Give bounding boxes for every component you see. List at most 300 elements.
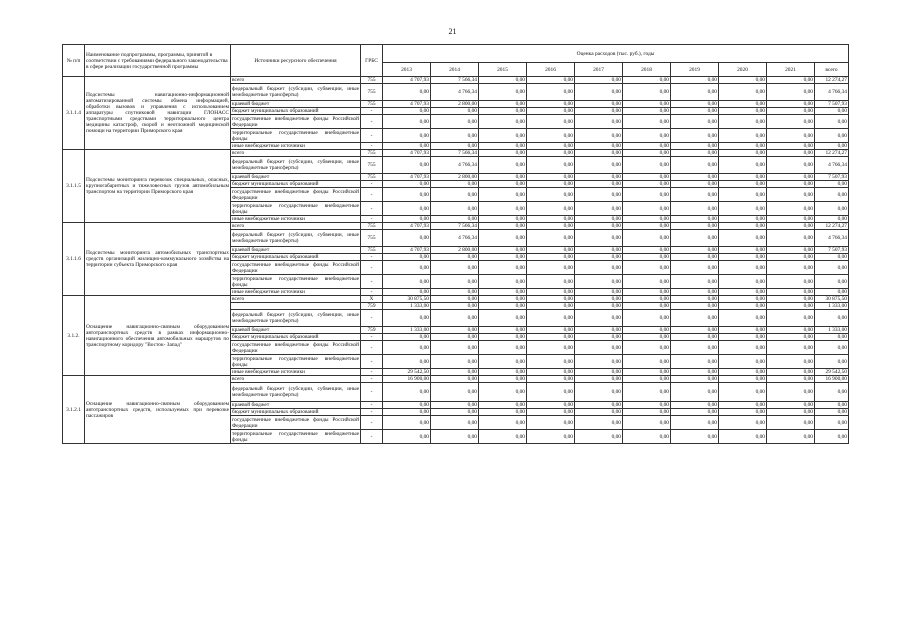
expense-value: 0,00 [815,181,849,188]
expense-value: 29 542,50 [383,369,431,376]
expense-value: 0,00 [527,77,575,84]
expense-value: 0,00 [431,383,479,402]
expense-value: 0,00 [575,254,623,261]
grbs-code: 755 [361,230,383,247]
expense-value: 0,00 [479,289,527,296]
expense-value: 0,00 [527,115,575,129]
expense-value: 0,00 [719,108,767,115]
expense-value: 0,00 [623,247,671,254]
expense-value: 0,00 [623,115,671,129]
expense-value: 0,00 [719,402,767,409]
expense-value: 16 900,00 [383,376,431,383]
expense-value: 0,00 [767,310,815,327]
funding-source: федеральный бюджет (субсидии, субвенции, иные межбюджетные трансферты) [231,383,361,402]
expense-value: 0,00 [623,275,671,289]
expense-value: 0,00 [671,223,719,230]
expense-value: 0,00 [575,216,623,223]
expense-value: 0,00 [575,341,623,355]
expense-value: 0,00 [431,376,479,383]
expense-value: 0,00 [527,355,575,369]
funding-source: федеральный бюджет (субсидии, субвенции, иные межбюджетные трансферты) [231,310,361,327]
expense-value: 0,00 [383,157,431,174]
expense-value: 4 766,34 [815,230,849,247]
grbs-code: - [361,341,383,355]
funding-source: государственные внебюджетные фонды Российской Федерации [232,416,359,429]
expense-value: 0,00 [575,355,623,369]
expense-value: 0,00 [479,261,527,275]
item-number: 3.1.2.1 [63,376,85,444]
expense-value: 0,00 [479,150,527,157]
expense-value: 0,00 [815,275,849,289]
grbs-code: - [361,181,383,188]
expense-value: 0,00 [623,409,671,416]
expense-value: 0,00 [527,376,575,383]
expense-value: 0,00 [623,355,671,369]
expense-value: 0,00 [479,101,527,108]
funding-source: иные внебюджетные источники [231,143,361,150]
expense-value: 0,00 [671,254,719,261]
expense-value: 0,00 [575,223,623,230]
table-row [63,223,849,230]
grbs-code: 755 [361,157,383,174]
expense-value: 0,00 [719,430,767,444]
expense-value: 0,00 [671,150,719,157]
expense-value: 0,00 [767,355,815,369]
expense-value: 0,00 [671,129,719,143]
expense-value: 0,00 [575,327,623,334]
expense-value: 0,00 [815,188,849,202]
expense-value: 2 800,00 [431,247,479,254]
expense-value: 0,00 [623,84,671,101]
expense-value: 0,00 [575,296,623,303]
expense-value: 0,00 [767,261,815,275]
expense-value: 0,00 [623,310,671,327]
funding-source: краевой бюджет [231,174,361,181]
grbs-code: - [361,129,383,143]
grbs-code: - [361,402,383,409]
expense-value: 0,00 [431,327,479,334]
expense-value: 0,00 [719,181,767,188]
grbs-code: 755 [361,150,383,157]
expense-value: 0,00 [719,216,767,223]
expense-value: 0,00 [527,230,575,247]
grbs-code: 755 [361,101,383,108]
expense-value: 0,00 [719,355,767,369]
expense-value: 0,00 [719,230,767,247]
expense-value: 0,00 [479,376,527,383]
expense-value: 0,00 [527,334,575,341]
expense-value: 0,00 [479,303,527,310]
expense-value: 0,00 [719,143,767,150]
expense-value: 0,00 [767,254,815,261]
expense-value: 0,00 [479,84,527,101]
funding-source: бюджет муниципальных образований [231,108,361,115]
grbs-code: - [361,202,383,216]
expense-value: 0,00 [527,416,575,430]
expense-value: 0,00 [527,157,575,174]
funding-source: всего [231,150,361,157]
expense-value: 0,00 [479,216,527,223]
expense-value: 0,00 [671,108,719,115]
funding-source: федеральный бюджет (субсидии, субвенции, иные межбюджетные трансферты) [231,157,361,174]
expense-value: 0,00 [527,402,575,409]
expense-value: 0,00 [623,101,671,108]
expense-value: 0,00 [815,129,849,143]
grbs-code: - [361,369,383,376]
expense-value: 0,00 [383,202,431,216]
expense-value: 0,00 [383,289,431,296]
expense-value: 0,00 [431,430,479,444]
expense-value: 0,00 [671,77,719,84]
expense-value: 0,00 [767,369,815,376]
header-year: 2018 [623,63,671,77]
expense-value: 0,00 [623,334,671,341]
expense-value: 0,00 [479,129,527,143]
expense-value: 0,00 [719,296,767,303]
expense-value: 0,00 [431,334,479,341]
grbs-code: - [361,289,383,296]
expense-value: 0,00 [383,261,431,275]
expense-value: 29 542,50 [815,369,849,376]
expense-value: 0,00 [575,416,623,430]
table-row [63,150,849,157]
expense-value: 0,00 [719,376,767,383]
expense-value: 0,00 [575,77,623,84]
expense-value: 0,00 [575,402,623,409]
expense-value: 0,00 [431,188,479,202]
expense-value: 0,00 [479,296,527,303]
expense-value: 0,00 [719,157,767,174]
funding-source: государственные внебюджетные фонды Российской Федерации [232,188,359,201]
expense-value: 0,00 [383,275,431,289]
expense-value: 0,00 [815,416,849,430]
expense-value: 0,00 [767,157,815,174]
expense-value: 0,00 [431,369,479,376]
expense-value: 0,00 [767,84,815,101]
expense-value: 0,00 [383,383,431,402]
expense-value: 0,00 [431,289,479,296]
expense-value: 0,00 [479,254,527,261]
expense-value: 4 766,34 [431,84,479,101]
grbs-code: 759 [361,303,383,310]
funding-source: бюджет муниципальных образований [231,181,361,188]
expense-value: 0,00 [815,409,849,416]
expense-value: 0,00 [575,275,623,289]
expense-value: 0,00 [623,77,671,84]
expense-value: 0,00 [767,416,815,430]
expense-value: 0,00 [383,143,431,150]
expense-value: 0,00 [815,402,849,409]
expense-value: 0,00 [623,296,671,303]
expense-value: 0,00 [527,254,575,261]
expense-value: 0,00 [767,303,815,310]
expense-value: 0,00 [671,181,719,188]
expense-value: 0,00 [815,289,849,296]
funding-source: государственные внебюджетные фонды Российской Федерации [232,341,359,354]
expense-value: 1 333,00 [815,327,849,334]
expense-value: 0,00 [623,261,671,275]
expense-value: 0,00 [623,327,671,334]
funding-source: бюджет муниципальных образований [231,254,361,261]
expense-value: 0,00 [479,416,527,430]
expense-value: 0,00 [767,275,815,289]
expense-value: 0,00 [527,188,575,202]
funding-source: всего [231,77,361,84]
header-col-source: Источники ресурсного обеспечения [231,45,361,77]
expense-value: 0,00 [575,430,623,444]
expense-value: 7 507,93 [815,101,849,108]
expense-value: 0,00 [527,223,575,230]
table-row [63,77,849,84]
expense-value: 0,00 [671,303,719,310]
expense-value: 0,00 [623,376,671,383]
header-year: 2014 [431,63,479,77]
expense-value: 2 800,00 [431,174,479,181]
expense-value: 0,00 [719,254,767,261]
expense-value: 0,00 [623,181,671,188]
expense-value: 0,00 [431,409,479,416]
item-name: Оснащение навигационно-связным оборудованием автотранспортных средств в рамках информационно-навигационного обеспечения автомобильных маршрутов по транспортному коридору "Восток- Запад" [85,296,231,376]
expense-value: 0,00 [575,181,623,188]
expense-value: 0,00 [479,174,527,181]
expense-value: 0,00 [671,296,719,303]
funding-source: территориальные государственные внебюджетные фонды [232,355,359,368]
expense-value: 0,00 [671,275,719,289]
expense-value: 0,00 [671,289,719,296]
expense-value: 0,00 [719,150,767,157]
expense-value: 0,00 [575,143,623,150]
expense-value: 0,00 [815,355,849,369]
funding-source: территориальные государственные внебюджетные фонды [232,430,359,443]
expense-value: 0,00 [479,275,527,289]
expense-value: 0,00 [575,383,623,402]
item-number: 3.1.2. [63,296,85,376]
expense-value: 0,00 [479,202,527,216]
expense-value: 0,00 [383,188,431,202]
expense-value: 0,00 [671,402,719,409]
expense-value: 0,00 [719,77,767,84]
expense-value: 0,00 [575,129,623,143]
expense-value: 4 766,34 [431,157,479,174]
expense-value: 0,00 [431,115,479,129]
header-year: 2016 [527,63,575,77]
expense-value: 0,00 [767,202,815,216]
expense-value: 0,00 [623,143,671,150]
expense-value: 4 707,93 [383,77,431,84]
expense-value: 0,00 [767,334,815,341]
expense-value: 0,00 [815,261,849,275]
table-row [63,376,849,383]
expense-value: 0,00 [527,383,575,402]
expense-value: 0,00 [671,115,719,129]
item-number: 3.1.1.4 [63,77,85,150]
expense-value: 0,00 [815,108,849,115]
expense-value: 0,00 [479,188,527,202]
expense-value: 0,00 [431,310,479,327]
expense-value: 0,00 [623,341,671,355]
expense-value: 0,00 [575,150,623,157]
expense-value: 0,00 [575,369,623,376]
expense-value: 0,00 [575,409,623,416]
expense-value: 0,00 [767,216,815,223]
funding-source: бюджет муниципальных образований [231,334,361,341]
funding-source: иные внебюджетные источники [231,289,361,296]
expense-value: 0,00 [719,115,767,129]
expense-value: 0,00 [575,303,623,310]
expense-value: 0,00 [767,247,815,254]
expense-value: 0,00 [623,223,671,230]
expense-value: 12 274,27 [815,77,849,84]
expense-value: 0,00 [671,247,719,254]
expense-value: 0,00 [431,129,479,143]
expense-value: 0,00 [431,216,479,223]
grbs-code: - [361,115,383,129]
grbs-code: - [361,216,383,223]
funding-source: краевой бюджет [231,247,361,254]
expense-value: 0,00 [479,108,527,115]
expense-value: 0,00 [623,174,671,181]
expense-value: 0,00 [719,303,767,310]
expense-value: 0,00 [479,181,527,188]
header-col-grbs: ГРБС [361,45,383,77]
expense-value: 0,00 [575,188,623,202]
funding-source: федеральный бюджет (субсидии, субвенции, иные межбюджетные трансферты) [231,230,361,247]
grbs-code: - [361,275,383,289]
funding-source: иные внебюджетные источники [231,216,361,223]
funding-source: иные внебюджетные источники [231,369,361,376]
expense-value: 0,00 [815,341,849,355]
expense-value: 0,00 [383,84,431,101]
expense-value: 0,00 [575,157,623,174]
expense-value: 0,00 [719,247,767,254]
funding-source: федеральный бюджет (субсидии, субвенции, иные межбюджетные трансферты) [231,84,361,101]
expense-value: 0,00 [479,230,527,247]
expense-value: 0,00 [527,247,575,254]
expense-value: 0,00 [719,310,767,327]
expense-value: 0,00 [719,369,767,376]
expense-value: 0,00 [431,275,479,289]
expense-value: 0,00 [767,289,815,296]
expense-value: 0,00 [575,376,623,383]
expenditure-table [62,44,849,444]
expense-value: 0,00 [767,129,815,143]
expense-value: 0,00 [575,84,623,101]
grbs-code: - [361,108,383,115]
expense-value: 0,00 [527,261,575,275]
expense-value: 0,00 [431,355,479,369]
expense-value: 0,00 [383,310,431,327]
funding-source: государственные внебюджетные фонды Российской Федерации [232,261,359,274]
expense-value: 0,00 [527,409,575,416]
expense-value: 0,00 [623,157,671,174]
header-year: 2013 [383,63,431,77]
expense-value: 0,00 [431,143,479,150]
expense-value: 0,00 [623,129,671,143]
expense-value: 0,00 [431,261,479,275]
expense-value: 0,00 [815,383,849,402]
expense-value: 0,00 [383,334,431,341]
expense-value: 0,00 [671,202,719,216]
expense-value: 0,00 [479,247,527,254]
grbs-code: - [361,376,383,383]
expense-value: 0,00 [767,327,815,334]
expense-value: 0,00 [767,409,815,416]
grbs-code: - [361,430,383,444]
expense-value: 0,00 [479,223,527,230]
expense-value: 0,00 [575,310,623,327]
funding-source: всего [231,223,361,230]
expense-value: 0,00 [575,261,623,275]
expense-value: 0,00 [527,181,575,188]
expense-value: 0,00 [719,129,767,143]
funding-source: государственные внебюджетные фонды Российской Федерации [232,115,359,128]
expense-value: 0,00 [479,115,527,129]
expense-value: 0,00 [623,303,671,310]
expense-value: 0,00 [623,254,671,261]
expense-value: 0,00 [671,188,719,202]
expense-value: 0,00 [527,84,575,101]
expense-value: 0,00 [527,150,575,157]
expense-value: 1 333,00 [815,303,849,310]
expense-value: 12 274,27 [815,150,849,157]
expense-value: 0,00 [479,409,527,416]
expense-value: 0,00 [479,369,527,376]
item-name: Подсистемы мониторинга автомобильных транспортных средств организаций жилищно-коммунального хозяйства на территории субъекта Приморского края [85,223,231,296]
expense-value: 0,00 [671,101,719,108]
expense-value: 0,00 [767,376,815,383]
expense-value: 0,00 [431,254,479,261]
expense-value: 0,00 [479,430,527,444]
expense-value: 0,00 [431,416,479,430]
expense-value: 0,00 [431,341,479,355]
expense-value: 0,00 [767,181,815,188]
table-row [63,296,849,303]
expense-value: 0,00 [527,289,575,296]
expense-value: 0,00 [671,230,719,247]
expense-value: 0,00 [623,369,671,376]
expense-value: 0,00 [383,129,431,143]
expense-value: 7 566,34 [431,223,479,230]
expense-value: 0,00 [623,383,671,402]
expense-value: 0,00 [815,334,849,341]
grbs-code: 755 [361,77,383,84]
expense-value: 0,00 [671,341,719,355]
expense-value: 0,00 [815,115,849,129]
expense-value: 0,00 [527,202,575,216]
expense-value: 0,00 [527,341,575,355]
item-number: 3.1.1.6 [63,223,85,296]
expense-value: 0,00 [671,157,719,174]
grbs-code: - [361,143,383,150]
grbs-code: - [361,416,383,430]
expense-value: 0,00 [479,310,527,327]
expense-value: 0,00 [431,402,479,409]
expense-value: 0,00 [767,150,815,157]
expense-value: 0,00 [671,409,719,416]
expense-value: 0,00 [719,202,767,216]
grbs-code: - [361,188,383,202]
expense-value: 0,00 [767,430,815,444]
expense-value: 0,00 [767,174,815,181]
expense-value: 0,00 [671,376,719,383]
expense-value: 12 274,27 [815,223,849,230]
expense-value: 1 333,00 [383,303,431,310]
expense-value: 16 900,00 [815,376,849,383]
expense-value: 0,00 [479,327,527,334]
expense-value: 0,00 [623,188,671,202]
expense-value: 0,00 [767,77,815,84]
expense-value: 4 707,93 [383,174,431,181]
